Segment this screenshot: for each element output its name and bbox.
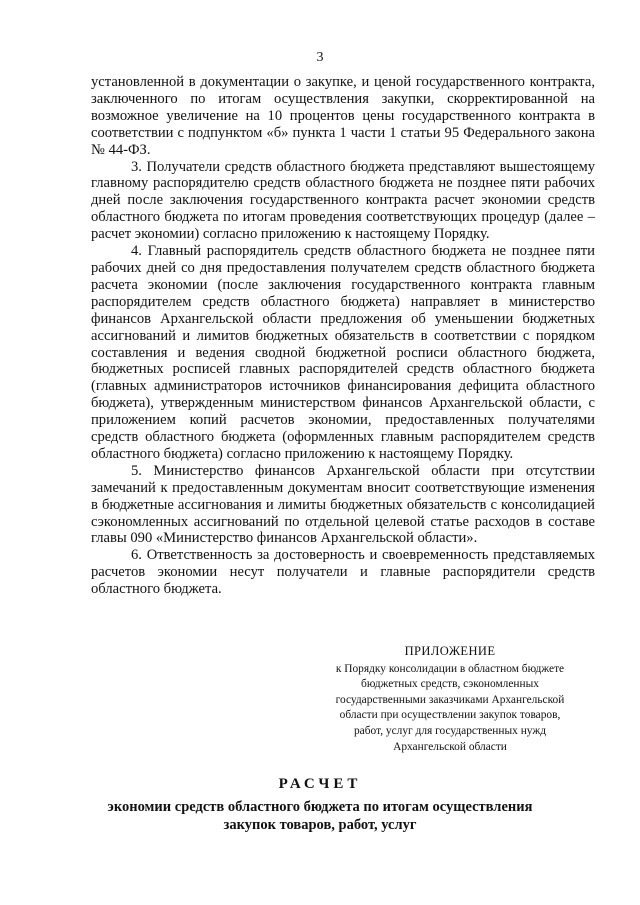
appendix-line: к Порядку консолидации в областном бюджете [335,662,565,675]
document-subtitle-line: экономии средств областного бюджета по итогам осуществления [107,799,533,815]
document-subtitle-line: закупок товаров, работ, услуг [223,817,417,833]
appendix-block [300,644,600,755]
title-block [80,776,560,834]
appendix-line: работ, услуг для государственных нужд [353,724,546,737]
appendix-line: Архангельской области [393,740,507,753]
document-title: РАСЧЕТ [278,776,362,792]
paragraph-3: 3. Получатели средств областного бюджета представляют вышестоящему главному распорядителю средств областного бюджета не позднее пяти рабочих дней после заключения государственного контракта расчет экономии средств областного бюджета по итогам проведения соответствующих процедур (далее – расчет экономии) согласно приложению к настоящему Порядку. [91,158,595,243]
body-text [91,74,595,598]
appendix-line: бюджетных средств, сэкономленных [361,678,539,691]
appendix-line: области при осуществлении закупок товаров, [339,709,561,722]
appendix-heading: ПРИЛОЖЕНИЕ [404,644,496,658]
appendix-line: государственными заказчиками Архангельской [335,693,565,706]
paragraph-4: 4. Главный распорядитель средств областного бюджета не позднее пяти рабочих дней со дня предоставления получателем средств областного бюджета расчета экономии (после заключения государственного контракта главным распорядителем средств областного бюджета) направляет в министерство финансов Архангельской области предложения об уменьшении бюджетных ассигнований и лимитов бюджетных обязательств в соответствии с порядком составления и ведения сводной бюджетной росписи областного бюджета, бюджетных росписей главных распорядителей средств областного бюджета (главных администраторов источников финансирования дефицита областного бюджета), утвержденным министерством финансов Архангельской области, с приложением копий расчетов экономии, предоставленных получателями средств областного бюджета (оформленных главным распорядителем средств областного бюджета) согласно приложению к настоящему Порядку. [91,243,595,462]
paragraph-6: 6. Ответственность за достоверность и своевременность представляемых расчетов экономии несут получатели и главные распорядители средств областного бюджета. [91,547,595,598]
page-number: 3 [316,50,324,65]
paragraph-5: 5. Министерство финансов Архангельской области при отсутствии замечаний к предоставленным документам вносит соответствующие изменения в бюджетные ассигнования и лимиты бюджетных обязательств с консолидацией сэкономленных ассигнований по отдельной целевой статье расходов в составе главы 090 «Министерство финансов Архангельской области». [91,462,595,547]
paragraph-continuation: установленной в документации о закупке, и ценой государственного контракта, заключенного по итогам осуществления закупки, скорректированной на возможное увеличение на 10 процентов цены государственного контракта в соответствии с подпунктом «б» пункта 1 части 1 статьи 95 Федерального закона № 44-ФЗ. [91,74,595,158]
